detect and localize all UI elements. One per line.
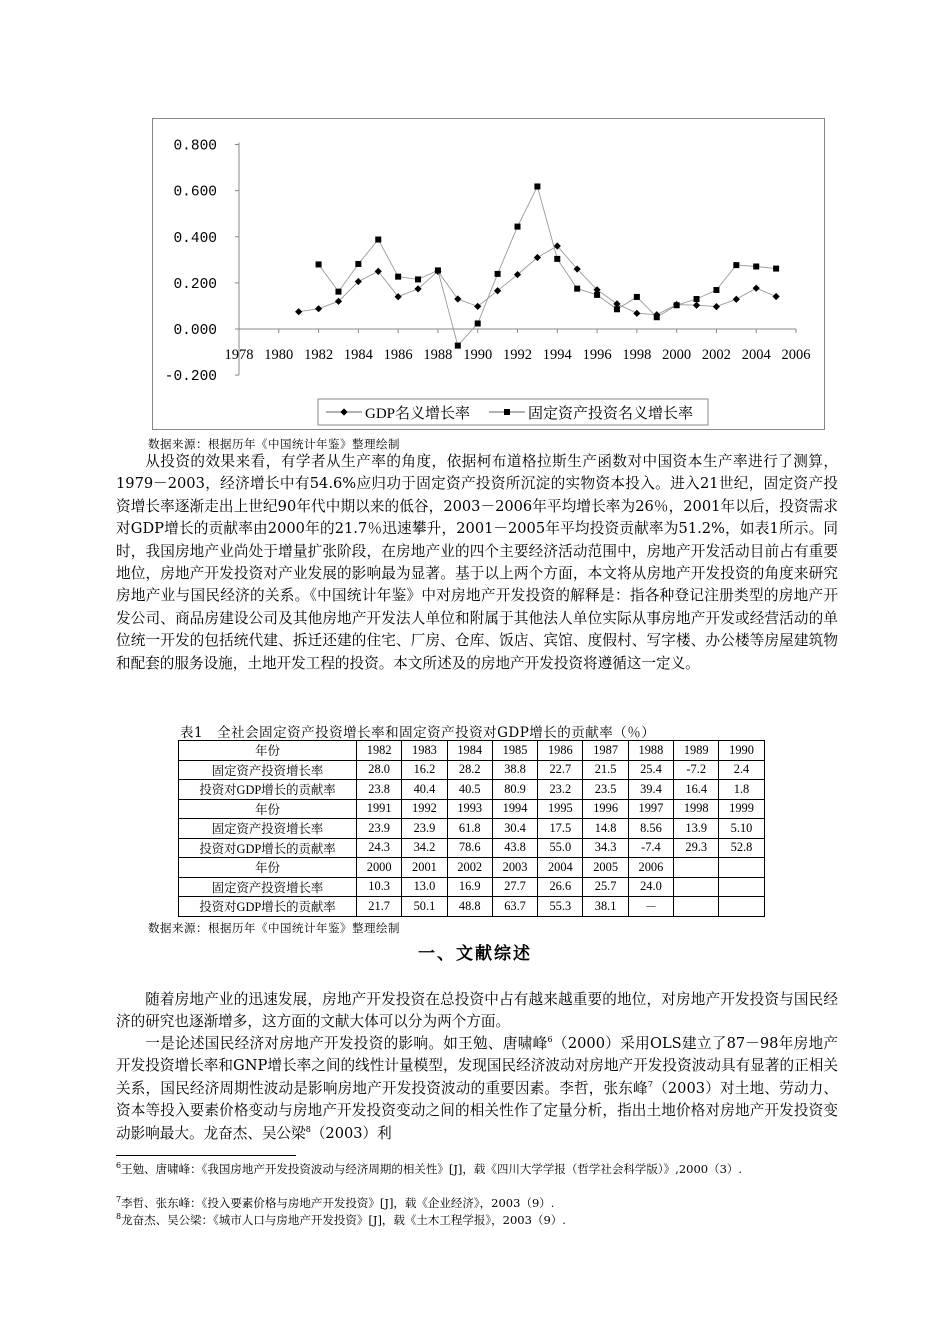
table-cell: 1996 xyxy=(583,799,628,819)
table-cell: 23.8 xyxy=(357,780,402,800)
table-cell: 16.4 xyxy=(674,780,719,800)
table-cell: 80.9 xyxy=(492,780,537,800)
investment-data-point xyxy=(713,287,719,293)
footnote-number: 6 xyxy=(116,1161,122,1171)
table-cell: 23.2 xyxy=(538,780,583,800)
table-cell: 1994 xyxy=(492,799,537,819)
investment-data-point xyxy=(395,274,401,280)
section-heading: 一、文献综述 xyxy=(418,944,532,964)
x-tick-label: 2004 xyxy=(741,347,771,363)
table-cell xyxy=(719,877,764,897)
table-cell: 2005 xyxy=(583,858,628,878)
table-cell: 1995 xyxy=(538,799,583,819)
footnote-text: 王勉、唐啸峰：《我国房地产开发投资波动与经济周期的相关性》[J]，载《四川大学学报（哲学社会科学版）》,2000（3）. xyxy=(121,1162,743,1176)
table-cell: 17.5 xyxy=(538,819,583,839)
investment-data-point xyxy=(694,296,700,302)
row-label-cell: 固定资产投资增长率 xyxy=(179,760,357,780)
row-label-cell: 投资对GDP增长的贡献率 xyxy=(179,780,357,800)
gdp-data-point xyxy=(633,310,640,317)
table-cell: 16.2 xyxy=(402,760,447,780)
investment-data-point xyxy=(515,224,521,230)
table-cell: 1985 xyxy=(492,741,537,761)
table-row xyxy=(179,760,765,780)
table-cell: 2003 xyxy=(492,858,537,878)
table-cell: 1999 xyxy=(719,799,764,819)
table-cell: 1982 xyxy=(357,741,402,761)
growth-rate-chart xyxy=(152,118,825,430)
table-cell: 2006 xyxy=(628,858,673,878)
table-cell: 2.4 xyxy=(719,760,764,780)
y-tick-label: 0.600 xyxy=(173,184,217,201)
gdp-data-point xyxy=(773,293,780,300)
table-source-note: 数据来源：根据历年《中国统计年鉴》整理绘制 xyxy=(148,921,400,935)
gdp-data-point xyxy=(693,302,700,309)
table-cell: 34.2 xyxy=(402,838,447,858)
footnote-7 xyxy=(116,1196,838,1211)
table-cell: 1992 xyxy=(402,799,447,819)
footnote-text: 李哲、张东峰：《投入要素价格与房地产开发投资》[J]，载《企业经济》，2003（9）. xyxy=(121,1196,555,1210)
footnote-ref-7[interactable]: 7 xyxy=(647,1079,653,1089)
table-row xyxy=(179,897,765,917)
table-cell: 1991 xyxy=(357,799,402,819)
table-cell: 21.5 xyxy=(583,760,628,780)
table-cell: 25.7 xyxy=(583,877,628,897)
investment-data-point xyxy=(634,294,640,300)
y-tick-label: 0.000 xyxy=(173,323,217,339)
table-cell: 23.9 xyxy=(402,819,447,839)
p3-text-3: （2003）对土地、劳动力、资本等投入要素价格变动与房地产开发投资变动之间的相关性作了定量分析，指出土地价格对房地产开发投资变动影响最大。龙奋杰、吴公梁 xyxy=(116,1079,838,1142)
table-cell: 48.8 xyxy=(447,897,492,917)
table-cell: 1990 xyxy=(719,741,764,761)
table-cell: 28.2 xyxy=(447,760,492,780)
table-cell: 25.4 xyxy=(628,760,673,780)
paragraph-literature-first xyxy=(116,1033,838,1145)
table-cell: 1989 xyxy=(674,741,719,761)
table-cell: 29.3 xyxy=(674,838,719,858)
table-cell: 27.7 xyxy=(492,877,537,897)
x-tick-label: 1978 xyxy=(224,347,254,363)
year-header-cell: 年份 xyxy=(179,858,357,878)
investment-data-point xyxy=(654,314,660,320)
investment-data-point xyxy=(316,261,322,267)
year-header-cell: 年份 xyxy=(179,799,357,819)
footnote-ref-8[interactable]: 8 xyxy=(305,1124,311,1134)
gdp-data-point xyxy=(733,296,740,303)
legend-investment-marker xyxy=(504,409,510,415)
table-cell: 24.3 xyxy=(357,838,402,858)
table-row xyxy=(179,799,765,819)
row-label-cell: 投资对GDP增长的贡献率 xyxy=(179,838,357,858)
gdp-data-point xyxy=(713,303,720,310)
table-cell: 5.10 xyxy=(719,819,764,839)
investment-data-point xyxy=(753,264,759,270)
investment-data-point xyxy=(594,292,600,298)
p3-text-4: （2003）利 xyxy=(310,1124,392,1142)
investment-data-point xyxy=(475,320,481,326)
table-cell: 1986 xyxy=(538,741,583,761)
x-tick-label: 1992 xyxy=(503,347,532,363)
table-caption: 表1 全社会固定资产投资增长率和固定资产投资对GDP增长的贡献率（％） xyxy=(180,725,656,741)
x-tick-label: 1980 xyxy=(264,347,294,363)
investment-data-point xyxy=(773,266,779,272)
table-cell: 13.9 xyxy=(674,819,719,839)
table-cell xyxy=(674,877,719,897)
table-cell: 61.8 xyxy=(447,819,492,839)
row-label-cell: 投资对GDP增长的贡献率 xyxy=(179,897,357,917)
footnote-ref-6[interactable]: 6 xyxy=(547,1035,553,1045)
footnote-number: 7 xyxy=(116,1195,122,1205)
footnote-text: 龙奋杰、吴公梁：《城市人口与房地产开发投资》[J]，载《土木工程学报》，2003（9）. xyxy=(121,1213,566,1227)
table-cell: -7.4 xyxy=(628,838,673,858)
table-cell: 24.0 xyxy=(628,877,673,897)
table-cell: 30.4 xyxy=(492,819,537,839)
table-cell: 1993 xyxy=(447,799,492,819)
table-row xyxy=(179,877,765,897)
table-cell: 50.1 xyxy=(402,897,447,917)
table-cell xyxy=(719,858,764,878)
gdp-data-point xyxy=(315,305,322,312)
investment-data-point xyxy=(614,306,620,312)
table-cell: 38.8 xyxy=(492,760,537,780)
investment-data-point xyxy=(534,183,540,189)
x-tick-label: 1982 xyxy=(304,347,334,363)
table-cell xyxy=(719,897,764,917)
table-cell: 52.8 xyxy=(719,838,764,858)
year-header-cell: 年份 xyxy=(179,741,357,761)
table-cell: 1987 xyxy=(583,741,628,761)
x-tick-label: 1986 xyxy=(383,347,413,363)
x-tick-label: 2000 xyxy=(662,347,692,363)
table-cell: 1998 xyxy=(674,799,719,819)
legend-gdp-label: GDP名义增长率 xyxy=(365,406,471,422)
table-cell: 55.0 xyxy=(538,838,583,858)
row-label-cell: 固定资产投资增长率 xyxy=(179,877,357,897)
table-cell: 8.56 xyxy=(628,819,673,839)
table-cell: 22.7 xyxy=(538,760,583,780)
x-tick-label: 1988 xyxy=(423,347,453,363)
table-cell: 2001 xyxy=(402,858,447,878)
investment-data-point xyxy=(435,267,441,273)
table-cell: 23.5 xyxy=(583,780,628,800)
investment-data-point xyxy=(335,289,341,295)
row-label-cell: 固定资产投资增长率 xyxy=(179,819,357,839)
table-cell: 1988 xyxy=(628,741,673,761)
table-row xyxy=(179,838,765,858)
table-cell: 26.6 xyxy=(538,877,583,897)
investment-series-line xyxy=(319,187,776,346)
table-row xyxy=(179,741,765,761)
gdp-data-point xyxy=(454,295,461,302)
table-cell: 1984 xyxy=(447,741,492,761)
table-row xyxy=(179,819,765,839)
investment-data-point xyxy=(355,261,361,267)
table-cell: 55.3 xyxy=(538,897,583,917)
y-tick-label: -0.200 xyxy=(164,369,217,386)
investment-contribution-table xyxy=(178,740,765,917)
investment-data-point xyxy=(415,276,421,282)
table-cell: 2004 xyxy=(538,858,583,878)
table-cell: 2000 xyxy=(357,858,402,878)
table-cell: 39.4 xyxy=(628,780,673,800)
x-tick-label: 1990 xyxy=(463,347,493,363)
table-cell: 10.3 xyxy=(357,877,402,897)
footnote-6 xyxy=(116,1162,838,1177)
table-cell: 2002 xyxy=(447,858,492,878)
y-tick-label: 0.800 xyxy=(173,138,217,155)
table-cell: 21.7 xyxy=(357,897,402,917)
table-cell: 78.6 xyxy=(447,838,492,858)
table-cell xyxy=(674,897,719,917)
table-cell: 1997 xyxy=(628,799,673,819)
chart-canvas xyxy=(153,119,826,431)
investment-data-point xyxy=(733,262,739,268)
paragraph-investment-effect: 从投资的效果来看，有学者从生产率的角度，依据柯布道格拉斯生产函数对中国资本生产率进行了测算，1979－2003，经济增长中有54.6%应归功于固定资产投资所沉淀的实物资本投入。进入21世纪，固定资产投资增长率逐渐走出上世纪90年代中期以来的低谷，2003－2006年平均增长率为26％，2001年以后，投资需求对GDP增长的贡献率由2000年的21.7％迅速攀升，2001－2005年平均投资贡献率为51.2%，如表1所示。同时，我国房地产业尚处于增量扩张阶段，在房地产业的四个主要经济活动范围中，房地产开发活动目前占有重要地位，房地产开发投资对产业发展的影响最为显著。基于以上两个方面，本文将从房地产开发投资的角度来研究房地产业与国民经济的关系。《中国统计年鉴》中对房地产开发投资的解释是：指各种登记注册类型的房地产开发公司、商品房建设公司及其他房地产开发法人单位和附属于其他法人单位实际从事房地产开发或经营活动的单位统一开发的包括统代建、拆迁还建的住宅、厂房、仓库、饭店、宾馆、度假村、写字楼、办公楼等房屋建筑物和配套的服务设施，土地开发工程的投资。本文所述及的房地产开发投资将遵循这一定义。 xyxy=(116,453,838,672)
table-cell: -7.2 xyxy=(674,760,719,780)
x-tick-label: 1994 xyxy=(542,347,572,363)
table-cell: 1.8 xyxy=(719,780,764,800)
table-cell: 40.5 xyxy=(447,780,492,800)
table-cell xyxy=(674,858,719,878)
x-tick-label: 1998 xyxy=(622,347,652,363)
x-tick-label: 1984 xyxy=(343,347,373,363)
table-cell: 34.3 xyxy=(583,838,628,858)
table-cell: 40.4 xyxy=(402,780,447,800)
chart-source-note: 数据来源：根据历年《中国统计年鉴》整理绘制 xyxy=(148,437,400,451)
table-cell: 43.8 xyxy=(492,838,537,858)
paragraph-literature-intro: 随着房地产业的迅速发展，房地产开发投资在总投资中占有越来越重要的地位，对房地产开发投资与国民经济的研究也逐渐增多，这方面的文献大体可以分为两个方面。 xyxy=(116,991,838,1031)
investment-data-point xyxy=(375,237,381,243)
table-cell: 28.0 xyxy=(357,760,402,780)
footnote-number: 8 xyxy=(116,1212,122,1222)
table-cell: 16.9 xyxy=(447,877,492,897)
p3-text-2: （2000）采用OLS建立了87－98年房地产开发投资增长率和GNP增长率之间的线性计量模型，发现国民经济波动对房地产开发投资波动具有显著的正相关关系，国民经济周期性波动是影响房地产开发投资波动的重要因素。李哲，张东峰 xyxy=(116,1035,838,1097)
table-row xyxy=(179,780,765,800)
table-cell: 14.8 xyxy=(583,819,628,839)
x-tick-label: 1996 xyxy=(582,347,612,363)
investment-data-point xyxy=(574,286,580,292)
x-tick-label: 2002 xyxy=(701,347,731,363)
table-cell: － xyxy=(628,897,673,917)
table-cell: 13.0 xyxy=(402,877,447,897)
table-row xyxy=(179,858,765,878)
table-cell: 23.9 xyxy=(357,819,402,839)
investment-data-point xyxy=(674,302,680,308)
table-cell: 1983 xyxy=(402,741,447,761)
investment-data-point xyxy=(554,256,560,262)
x-tick-label: 2006 xyxy=(781,347,811,363)
investment-data-point xyxy=(495,271,501,277)
gdp-data-point xyxy=(753,285,760,292)
investment-data-point xyxy=(455,343,461,349)
footnote-divider xyxy=(116,1155,296,1156)
table-cell: 38.1 xyxy=(583,897,628,917)
table-cell: 63.7 xyxy=(492,897,537,917)
footnote-8 xyxy=(116,1213,838,1228)
y-tick-label: 0.200 xyxy=(173,276,217,293)
y-tick-label: 0.400 xyxy=(173,230,217,247)
gdp-data-point xyxy=(295,308,302,315)
legend-investment-label: 固定资产投资名义增长率 xyxy=(528,406,694,422)
p3-text-1: 一是论述国民经济对房地产开发投资的影响。如王勉、唐啸峰 xyxy=(145,1035,548,1052)
